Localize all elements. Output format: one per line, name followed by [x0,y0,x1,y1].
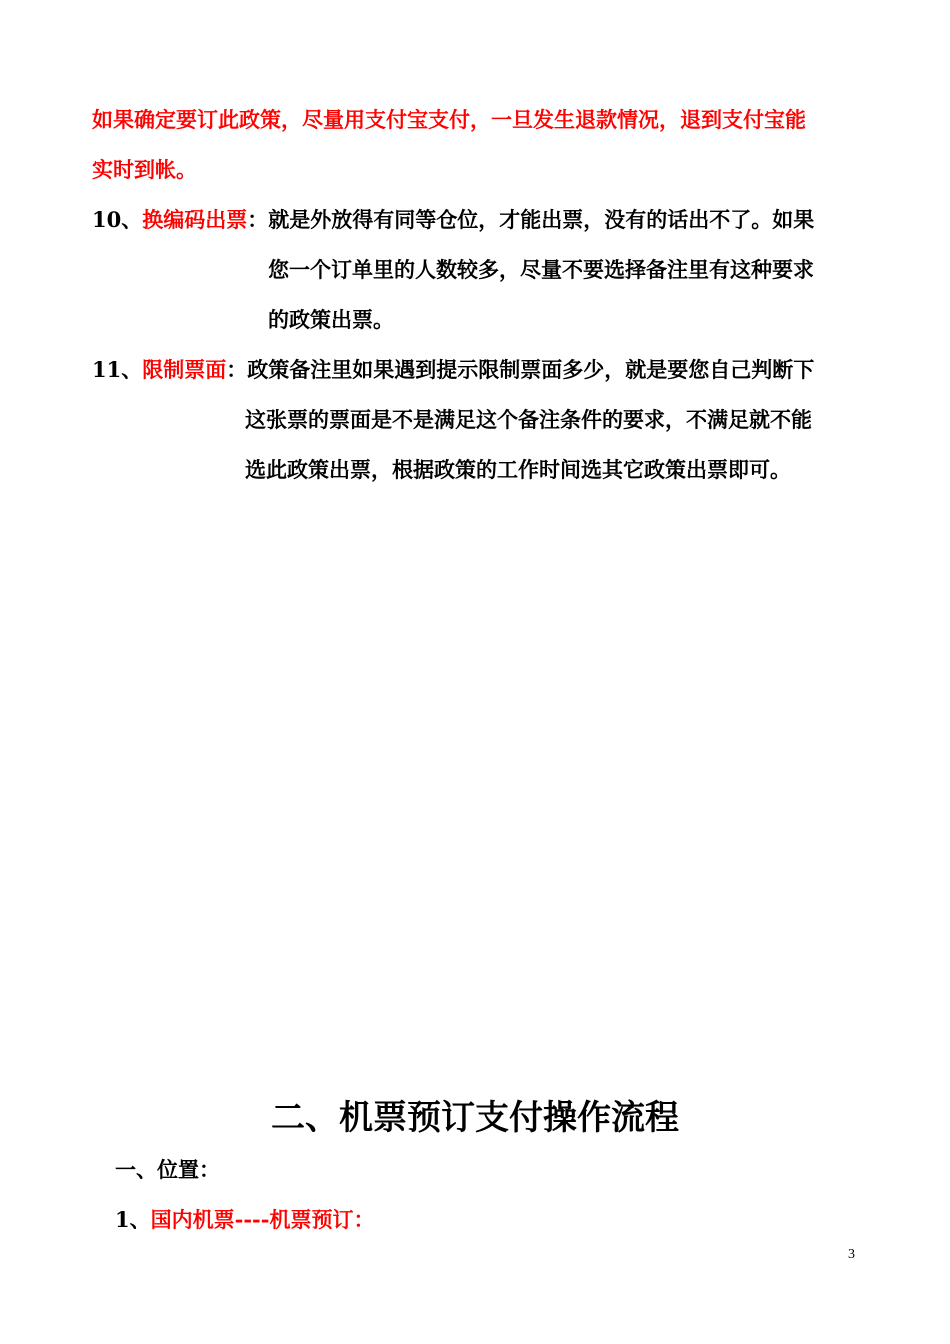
item-11-colon: ： [226,357,248,382]
item-11-line-2: 这张票的票面是不是满足这个备注条件的要求，不满足就不能 [245,407,812,432]
intro-line-1: 如果确定要订此政策，尽量用支付宝支付，一旦发生退款情况，退到支付宝能 [92,107,806,132]
section-2-title: 二、机票预订支付操作流程 [271,1098,679,1138]
item-10-number: 10、 [92,207,143,232]
item-11-number: 11、 [92,357,143,382]
item-11-line-1 [92,356,814,384]
item-10-text: 就是外放得有同等仓位，才能出票，没有的话出不了。如果 [268,207,815,232]
section-2-item-1-text: 国内机票----机票预订： [150,1207,375,1232]
item-10-colon: ： [247,207,269,232]
item-10-line-2: 您一个订单里的人数较多，尽量不要选择备注里有这种要求 [268,257,814,282]
page-number: 3 [848,1247,855,1262]
intro-line-2: 实时到帐。 [92,157,197,182]
section-2-subheading: 一、位置： [115,1157,220,1182]
item-11-term: 限制票面 [142,357,227,382]
item-11-text: 政策备注里如果遇到提示限制票面多少，就是要您自己判断下 [247,357,815,382]
section-2-item-1 [115,1206,375,1234]
item-10-term: 换编码出票 [142,207,248,232]
item-11-line-3: 选此政策出票，根据政策的工作时间选其它政策出票即可。 [245,457,791,482]
item-10-line-3: 的政策出票。 [268,307,394,332]
section-2-item-1-number: 1、 [115,1207,151,1232]
item-10-line-1 [92,206,814,234]
